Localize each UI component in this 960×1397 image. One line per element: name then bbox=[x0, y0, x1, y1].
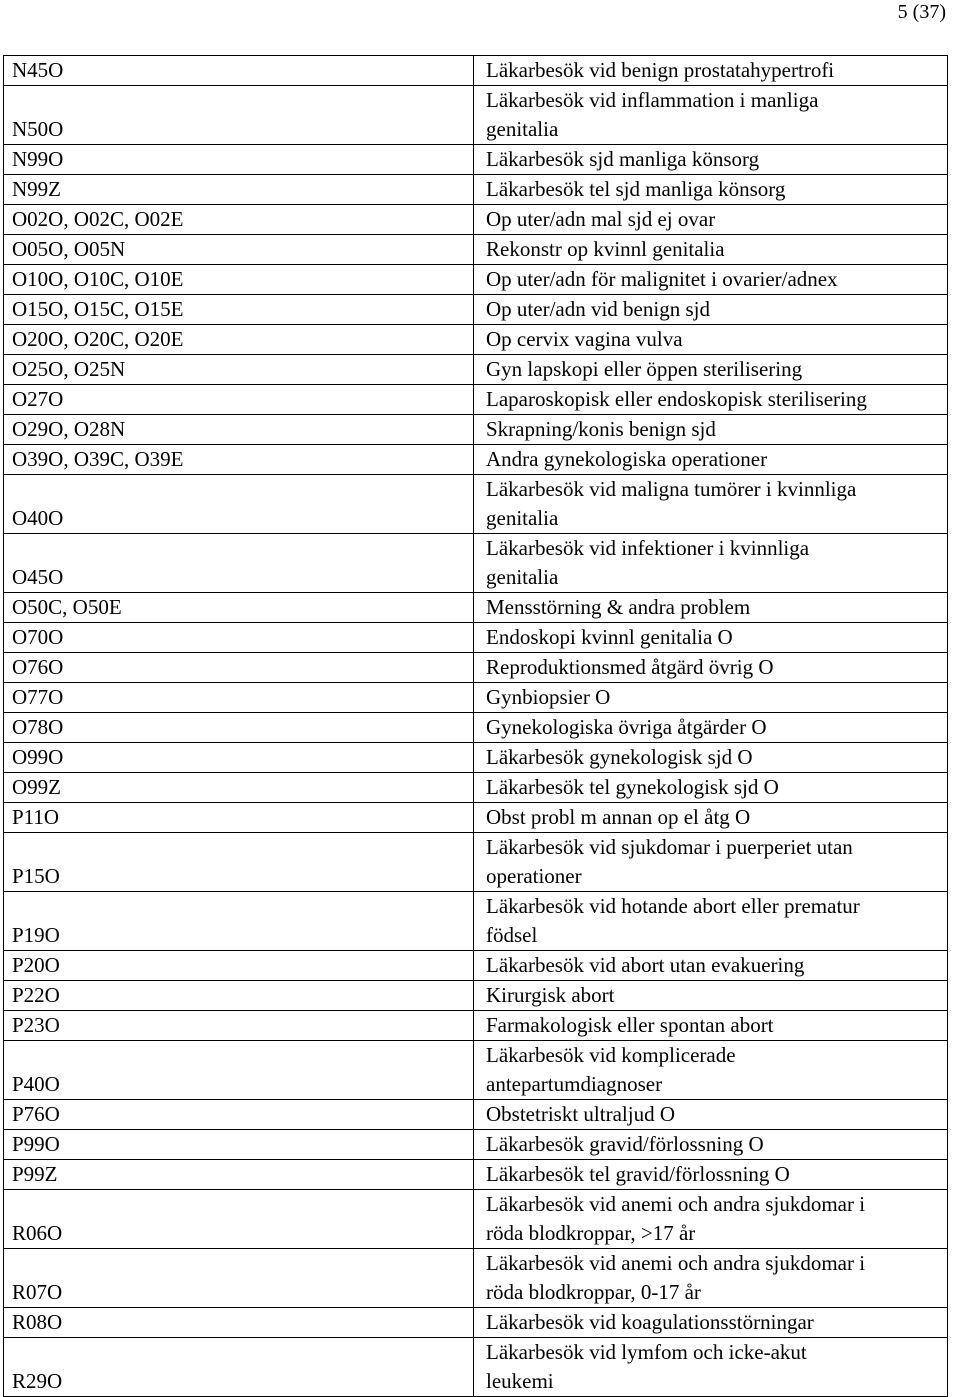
description-cell: Läkarbesök tel sjd manliga könsorg bbox=[474, 175, 948, 205]
description-cell: Läkarbesök tel gynekologisk sjd O bbox=[474, 773, 948, 803]
table-row bbox=[4, 981, 948, 1011]
table-row bbox=[4, 593, 948, 623]
table-row bbox=[4, 534, 948, 593]
code-cell: N45O bbox=[4, 56, 474, 86]
table-row bbox=[4, 653, 948, 683]
description-cell: Laparoskopisk eller endoskopisk sterilisering bbox=[474, 385, 948, 415]
code-cell: O45O bbox=[4, 534, 474, 593]
code-cell: P20O bbox=[4, 951, 474, 981]
table-row bbox=[4, 56, 948, 86]
description-cell: Skrapning/konis benign sjd bbox=[474, 415, 948, 445]
table-row bbox=[4, 445, 948, 475]
table-row bbox=[4, 1130, 948, 1160]
description-cell: Läkarbesök vid komplicerade antepartumdiagnoser bbox=[474, 1041, 948, 1100]
table-row bbox=[4, 683, 948, 713]
description-cell: Läkarbesök vid sjukdomar i puerperiet utan operationer bbox=[474, 833, 948, 892]
table-row bbox=[4, 743, 948, 773]
code-cell: N99Z bbox=[4, 175, 474, 205]
table-row bbox=[4, 235, 948, 265]
table-row bbox=[4, 1100, 948, 1130]
code-cell: O77O bbox=[4, 683, 474, 713]
code-cell: O40O bbox=[4, 475, 474, 534]
table-row bbox=[4, 773, 948, 803]
table-row bbox=[4, 145, 948, 175]
description-cell: Op cervix vagina vulva bbox=[474, 325, 948, 355]
code-cell: O27O bbox=[4, 385, 474, 415]
code-cell: O99O bbox=[4, 743, 474, 773]
code-cell: R08O bbox=[4, 1308, 474, 1338]
table-row bbox=[4, 1190, 948, 1249]
table-row bbox=[4, 385, 948, 415]
code-cell: O39O, O39C, O39E bbox=[4, 445, 474, 475]
description-cell: Läkarbesök vid hotande abort eller prematur födsel bbox=[474, 892, 948, 951]
code-cell: P15O bbox=[4, 833, 474, 892]
table-row bbox=[4, 415, 948, 445]
table-row bbox=[4, 833, 948, 892]
code-cell: O05O, O05N bbox=[4, 235, 474, 265]
description-cell: Op uter/adn för malignitet i ovarier/adnex bbox=[474, 265, 948, 295]
description-cell: Läkarbesök vid anemi och andra sjukdomar i röda blodkroppar, >17 år bbox=[474, 1190, 948, 1249]
code-cell: P23O bbox=[4, 1011, 474, 1041]
description-cell: Läkarbesök vid inflammation i manliga genitalia bbox=[474, 86, 948, 145]
code-cell: O29O, O28N bbox=[4, 415, 474, 445]
table-row bbox=[4, 205, 948, 235]
table-row bbox=[4, 325, 948, 355]
code-cell: P99O bbox=[4, 1130, 474, 1160]
description-cell: Läkarbesök sjd manliga könsorg bbox=[474, 145, 948, 175]
table-row bbox=[4, 1011, 948, 1041]
table-row bbox=[4, 295, 948, 325]
page-number: 5 (37) bbox=[897, 1, 946, 23]
description-cell: Endoskopi kvinnl genitalia O bbox=[474, 623, 948, 653]
table-row bbox=[4, 1249, 948, 1308]
code-cell: P40O bbox=[4, 1041, 474, 1100]
code-cell: O25O, O25N bbox=[4, 355, 474, 385]
code-cell: O78O bbox=[4, 713, 474, 743]
table-row bbox=[4, 265, 948, 295]
code-cell: O50C, O50E bbox=[4, 593, 474, 623]
code-cell: P22O bbox=[4, 981, 474, 1011]
table-row bbox=[4, 623, 948, 653]
code-cell: R07O bbox=[4, 1249, 474, 1308]
description-cell: Andra gynekologiska operationer bbox=[474, 445, 948, 475]
description-cell: Op uter/adn mal sjd ej ovar bbox=[474, 205, 948, 235]
description-cell: Reproduktionsmed åtgärd övrig O bbox=[474, 653, 948, 683]
code-cell: P11O bbox=[4, 803, 474, 833]
table-row bbox=[4, 475, 948, 534]
description-cell: Läkarbesök gravid/förlossning O bbox=[474, 1130, 948, 1160]
description-cell: Gynbiopsier O bbox=[474, 683, 948, 713]
description-cell: Gyn lapskopi eller öppen sterilisering bbox=[474, 355, 948, 385]
table-row bbox=[4, 355, 948, 385]
code-cell: R06O bbox=[4, 1190, 474, 1249]
code-cell: N99O bbox=[4, 145, 474, 175]
table-row bbox=[4, 175, 948, 205]
table-row bbox=[4, 892, 948, 951]
code-cell: O76O bbox=[4, 653, 474, 683]
table-row bbox=[4, 1160, 948, 1190]
code-cell: R29O bbox=[4, 1338, 474, 1397]
code-table bbox=[3, 55, 948, 1397]
table-row bbox=[4, 1338, 948, 1397]
table-row bbox=[4, 1308, 948, 1338]
description-cell: Gynekologiska övriga åtgärder O bbox=[474, 713, 948, 743]
code-cell: N50O bbox=[4, 86, 474, 145]
description-cell: Läkarbesök vid koagulationsstörningar bbox=[474, 1308, 948, 1338]
code-cell: P76O bbox=[4, 1100, 474, 1130]
code-cell: O70O bbox=[4, 623, 474, 653]
code-cell: P19O bbox=[4, 892, 474, 951]
description-cell: Läkarbesök vid abort utan evakuering bbox=[474, 951, 948, 981]
description-cell: Op uter/adn vid benign sjd bbox=[474, 295, 948, 325]
description-cell: Kirurgisk abort bbox=[474, 981, 948, 1011]
description-cell: Läkarbesök tel gravid/förlossning O bbox=[474, 1160, 948, 1190]
code-cell: P99Z bbox=[4, 1160, 474, 1190]
table-row bbox=[4, 951, 948, 981]
description-cell: Farmakologisk eller spontan abort bbox=[474, 1011, 948, 1041]
code-cell: O15O, O15C, O15E bbox=[4, 295, 474, 325]
table-row bbox=[4, 803, 948, 833]
table-row bbox=[4, 1041, 948, 1100]
description-cell: Obstetriskt ultraljud O bbox=[474, 1100, 948, 1130]
code-cell: O99Z bbox=[4, 773, 474, 803]
code-cell: O02O, O02C, O02E bbox=[4, 205, 474, 235]
description-cell: Läkarbesök gynekologisk sjd O bbox=[474, 743, 948, 773]
description-cell: Läkarbesök vid benign prostatahypertrofi bbox=[474, 56, 948, 86]
description-cell: Obst probl m annan op el åtg O bbox=[474, 803, 948, 833]
table-row bbox=[4, 713, 948, 743]
description-cell: Läkarbesök vid infektioner i kvinnliga genitalia bbox=[474, 534, 948, 593]
description-cell: Rekonstr op kvinnl genitalia bbox=[474, 235, 948, 265]
description-cell: Läkarbesök vid maligna tumörer i kvinnliga genitalia bbox=[474, 475, 948, 534]
description-cell: Läkarbesök vid anemi och andra sjukdomar i röda blodkroppar, 0-17 år bbox=[474, 1249, 948, 1308]
description-cell: Läkarbesök vid lymfom och icke-akut leukemi bbox=[474, 1338, 948, 1397]
code-table-body bbox=[4, 56, 948, 1397]
table-row bbox=[4, 86, 948, 145]
description-cell: Mensstörning & andra problem bbox=[474, 593, 948, 623]
code-cell: O10O, O10C, O10E bbox=[4, 265, 474, 295]
code-cell: O20O, O20C, O20E bbox=[4, 325, 474, 355]
